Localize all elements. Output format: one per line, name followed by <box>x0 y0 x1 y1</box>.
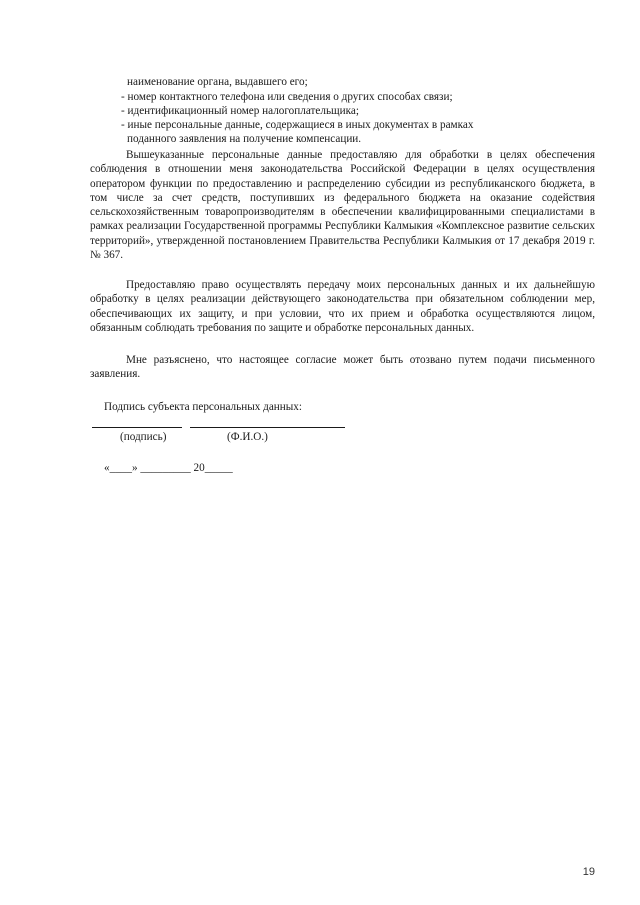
list-item-issuing-authority: наименование органа, выдавшего его; <box>127 76 308 88</box>
list-item-application: поданного заявления на получение компенсации. <box>127 133 362 145</box>
date-line: «____» _________ 20_____ <box>104 462 233 474</box>
signature-caption: (подпись) <box>120 431 167 443</box>
consent-purpose-paragraph: Вышеуказанные персональные данные предоставляю для обработки в целях обеспечения соблюдения в отношении меня законодательства Российской Федерации в целях осуществления оператором функции по предоставлению и распределению субсидии из республиканского бюджета, в том числе за счет средств, поступивших из федерального бюджета на оказание содействия сельскохозяйственным товаропроизводителям в обеспечении квалифицированными специалистами в рамках реализации Государственной программы Республики Калмыкия «Комплексное развитие сельских территорий», утвержденной постановлением Правительства Республики Калмыкия от 17 декабря 2019 г. № 367. <box>90 149 595 262</box>
signature-line <box>92 427 182 428</box>
list-item-tax-id: - идентификационный номер налогоплательщика; <box>121 105 360 117</box>
name-line <box>190 427 345 428</box>
list-item-phone: - номер контактного телефона или сведения о других способах связи; <box>121 91 453 103</box>
name-caption: (Ф.И.О.) <box>227 431 268 443</box>
revocation-paragraph: Мне разъяснено, что настоящее согласие может быть отозвано путем подачи письменного заявления. <box>90 354 595 381</box>
signature-heading: Подпись субъекта персональных данных: <box>104 401 302 413</box>
list-item-other-data: - иные персональные данные, содержащиеся в иных документах в рамках <box>121 119 474 131</box>
page-number: 19 <box>582 866 595 878</box>
transfer-consent-paragraph: Предоставляю право осуществлять передачу моих персональных данных и их дальнейшую обработку в целях реализации действующего законодательства при обязательном соблюдении мер, обеспечивающих их защиту, и при условии, что их прием и обработка осуществляются лицом, обязанным соблюдать требования по защите и обработке персональных данных. <box>90 279 595 334</box>
